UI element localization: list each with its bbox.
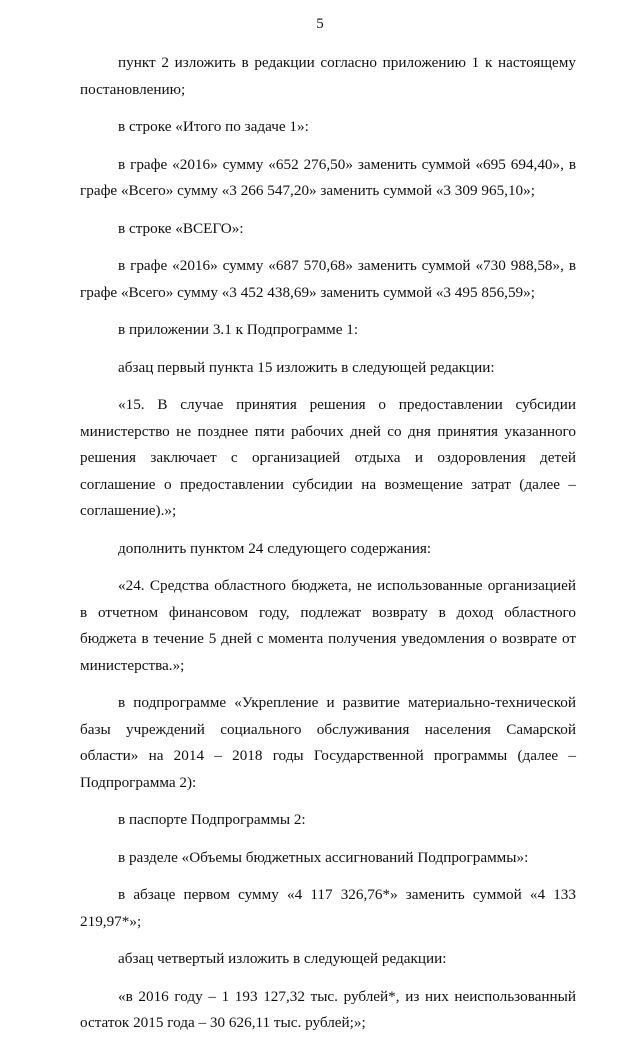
paragraph-15: абзац четвертый изложить в следующей редакции: bbox=[118, 950, 447, 967]
paragraph-6: в приложении 3.1 к Подпрограмме 1: bbox=[118, 321, 359, 338]
paragraph-8: «15. В случае принятия решения о предоставлении субсидии министерство не позднее пяти рабочих дней со дня принятия указанного решения заключает с организацией отдыха и оздоровления детей соглашение о предоставлении субсидии на возмещение затрат (далее – соглашение).»; bbox=[80, 396, 576, 519]
paragraph-5: в графе «2016» сумму «687 570,68» заменить суммой «730 988,58», в графе «Всего» сумму «3 452 438,69» заменить суммой «3 495 856,59»; bbox=[80, 257, 576, 301]
page-number: 5 bbox=[316, 16, 324, 32]
paragraph-1: пункт 2 изложить в редакции согласно приложению 1 к настоящему постановлению; bbox=[80, 54, 576, 98]
paragraph-16: «в 2016 году – 1 193 127,32 тыс. рублей*, из них неиспользованный остаток 2015 года – 30 626,11 тыс. рублей;»; bbox=[80, 987, 576, 1031]
paragraph-10: «24. Средства областного бюджета, не использованные организацией в отчетном финансовом году, подлежат возврату в доход областного бюджета в течение 5 дней с момента получения уведомления о возврате от министерства.»; bbox=[80, 577, 576, 674]
paragraph-7: абзац первый пункта 15 изложить в следующей редакции: bbox=[118, 358, 495, 376]
paragraph-2: в строке «Итого по задаче 1»: bbox=[118, 118, 309, 135]
paragraph-3: в графе «2016» сумму «652 276,50» заменить суммой «695 694,40», в графе «Всего» сумму «3 266 547,20» заменить суммой «3 309 965,10»; bbox=[80, 155, 576, 199]
paragraph-4: в строке «ВСЕГО»: bbox=[118, 219, 244, 237]
paragraph-9: дополнить пунктом 24 следующего содержания: bbox=[118, 539, 432, 557]
paragraph-13: в разделе «Объемы бюджетных ассигнований Подпрограммы»: bbox=[118, 848, 529, 866]
paragraph-12: в паспорте Подпрограммы 2: bbox=[118, 811, 306, 828]
document-body bbox=[80, 50, 576, 1048]
paragraph-11: в подпрограмме «Укрепление и развитие материально-технической базы учреждений социального обслуживания населения Самарской области» на 2014 – 2018 годы Государственной программы (далее – Подпрограмма 2): bbox=[80, 694, 576, 791]
paragraph-14: в абзаце первом сумму «4 117 326,76*» заменить суммой «4 133 219,97*»; bbox=[80, 886, 576, 930]
